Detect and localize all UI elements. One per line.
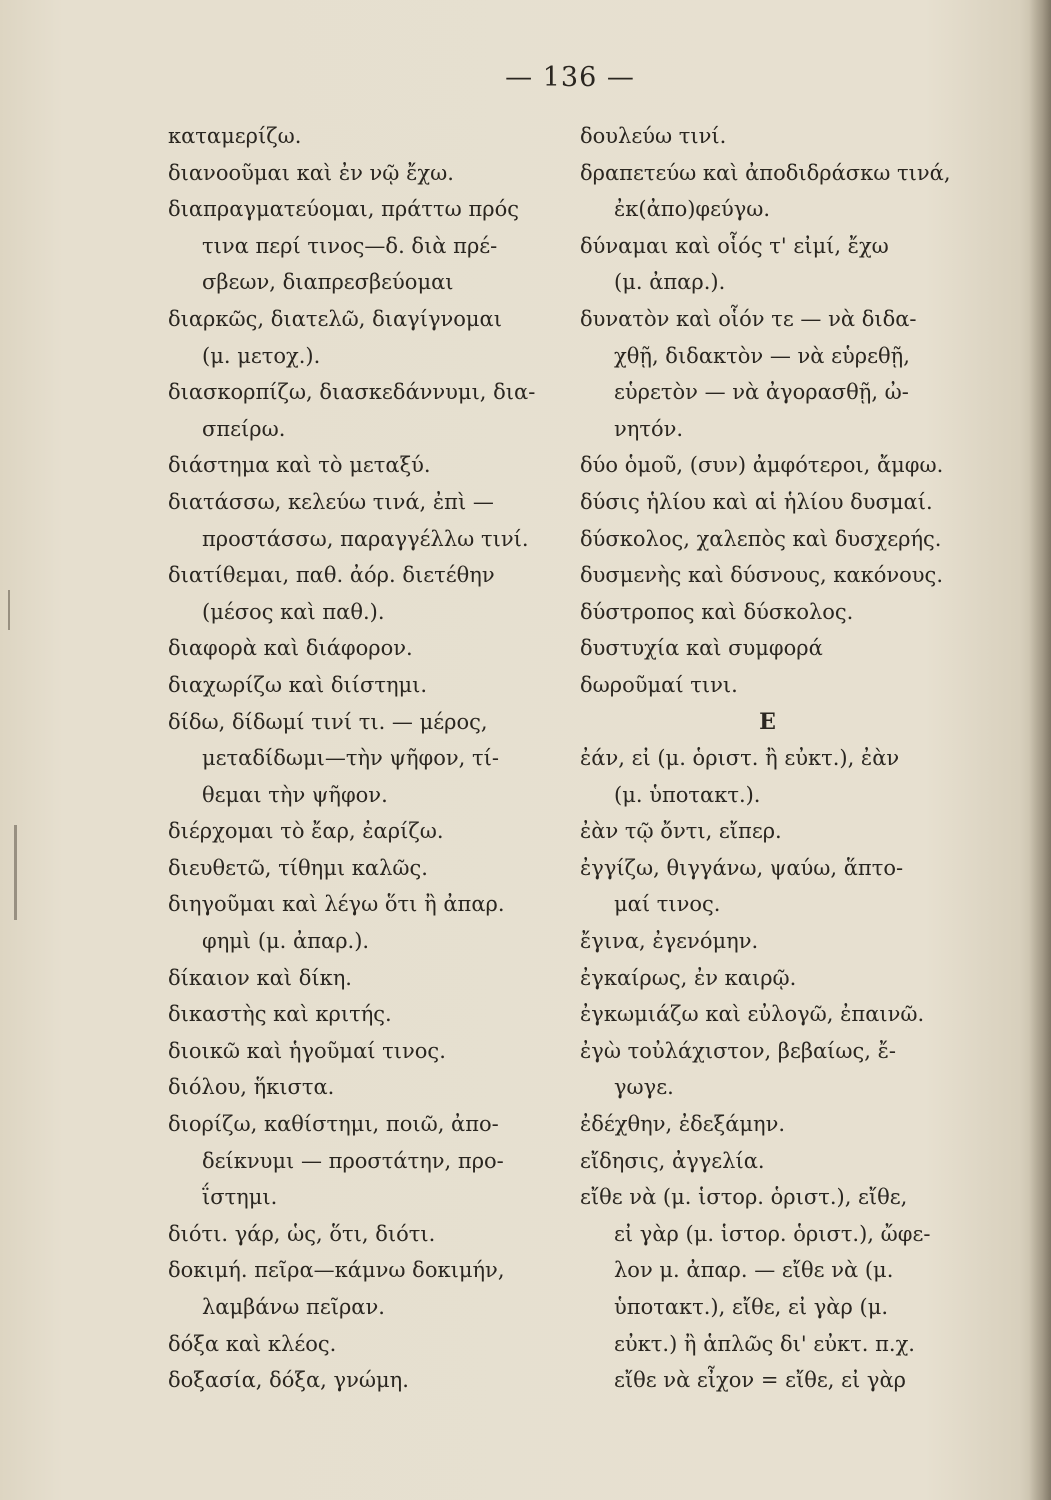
entry-continuation-line: εἴθε νὰ εἶχον = εἴθε, εἰ γὰρ xyxy=(614,1368,906,1393)
dictionary-entry-line: διηγοῦμαι καὶ λέγω ὅτι ἢ ἀπαρ. xyxy=(168,892,505,917)
dictionary-entry-line: δύσκολος, χαλεπὸς καὶ δυσχερής. xyxy=(580,526,942,551)
dictionary-entry-line: διότι. γάρ, ὡς, ὅτι, διότι. xyxy=(168,1221,436,1246)
entry-continuation-line: λαμβάνω πεῖραν. xyxy=(202,1295,385,1319)
entry-continuation-line: ἐκ(ἀπο)φεύγω. xyxy=(614,197,771,222)
dictionary-entry-line: διάστημα καὶ τὸ μεταξύ. xyxy=(168,453,431,478)
entry-continuation-line: ΐστημι. xyxy=(202,1185,278,1210)
dictionary-entry-line: διατάσσω, κελεύω τινά, ἐπὶ — xyxy=(168,489,494,514)
entry-continuation-line: μεταδίδωμι—τὴν ψῆφον, τί- xyxy=(202,746,499,771)
entry-continuation-line: χθῇ, διδακτὸν — νὰ εὑρεθῇ, xyxy=(614,343,910,368)
dictionary-entry-line: δύστροπος καὶ δύσκολος. xyxy=(580,599,854,624)
dictionary-entry-line: καταμερίζω. xyxy=(168,124,302,148)
entry-continuation-line: νητόν. xyxy=(614,416,684,441)
entry-continuation-line: σπείρω. xyxy=(202,416,286,441)
dictionary-entry-line: δύναμαι καὶ οἷός τ' εἰμί, ἔχω xyxy=(580,233,889,258)
entry-continuation-line: σβεων, διαπρεσβεύομαι xyxy=(202,270,454,295)
entry-continuation-line: εὑρετὸν — νὰ ἀγορασθῇ, ὠ- xyxy=(614,380,909,405)
dictionary-entry-line: διαφορὰ καὶ διάφορον. xyxy=(168,636,413,661)
entry-continuation-line: μαί τινος. xyxy=(614,892,721,917)
dictionary-entry-line: δουλεύω τινί. xyxy=(580,124,727,148)
dictionary-entry-line: διαχωρίζω καὶ διίστημι. xyxy=(168,672,428,697)
dictionary-entry-line: ἐὰν τῷ ὄντι, εἴπερ. xyxy=(580,819,782,844)
entry-continuation-line: λον μ. ἀπαρ. — εἴθε νὰ (μ. xyxy=(614,1258,894,1283)
dictionary-entry-line: διατίθεμαι, παθ. ἀόρ. διετέθην xyxy=(168,563,495,588)
dictionary-entry-line: ἐδέχθην, ἐδεξάμην. xyxy=(580,1112,786,1137)
dictionary-entry-line: διανοοῦμαι καὶ ἐν νῷ ἔχω. xyxy=(168,160,454,185)
margin-mark xyxy=(14,825,17,920)
dictionary-entry-line: ἐγκωμιάζω καὶ εὐλογῶ, ἐπαινῶ. xyxy=(580,1002,925,1027)
dictionary-entry-line: δυνατὸν καὶ οἷόν τε — νὰ διδα- xyxy=(580,306,917,331)
dictionary-entry-line: διόλου, ἥκιστα. xyxy=(168,1075,335,1100)
dictionary-entry-line: ἐγὼ τοὐλάχιστον, βεβαίως, ἔ- xyxy=(580,1038,896,1063)
page-binding-shadow xyxy=(1029,0,1051,1500)
dictionary-entry-line: ἐγγίζω, θιγγάνω, ψαύω, ἅπτο- xyxy=(580,855,904,880)
margin-mark xyxy=(8,590,10,630)
dictionary-entry-line: δωροῦμαί τινι. xyxy=(580,672,738,697)
left-column xyxy=(168,118,553,1399)
dictionary-entry-line: διαρκῶς, διατελῶ, διαγίγνομαι xyxy=(168,306,502,331)
dictionary-entry-line: διοικῶ καὶ ἡγοῦμαί τινος. xyxy=(168,1038,446,1063)
right-column xyxy=(580,118,975,1399)
entry-continuation-line: τινα περί τινος—δ. διὰ πρέ- xyxy=(202,233,498,258)
dictionary-entry-line: εἴθε νὰ (μ. ἱστορ. ὁριστ.), εἴθε, xyxy=(580,1185,908,1210)
dictionary-entry-line: δύσις ἡλίου καὶ αἱ ἡλίου δυσμαί. xyxy=(580,489,933,514)
dictionary-entry-line: δύο ὁμοῦ, (συν) ἀμφότεροι, ἄμφω. xyxy=(580,453,944,478)
section-letter-heading: E xyxy=(759,708,776,735)
dictionary-entry-line: ἔγινα, ἐγενόμην. xyxy=(580,929,759,954)
entry-continuation-line: φημὶ (μ. ἀπαρ.). xyxy=(202,929,370,954)
dictionary-entry-line: διέρχομαι τὸ ἔαρ, ἐαρίζω. xyxy=(168,819,444,844)
dictionary-entry-line: δικαστὴς καὶ κριτής. xyxy=(168,1002,392,1027)
entry-continuation-line: θεμαι τὴν ψῆφον. xyxy=(202,782,388,807)
dictionary-entry-line: δοκιμή. πεῖρα—κάμνω δοκιμήν, xyxy=(168,1258,505,1283)
dictionary-entry-line: ἐγκαίρως, ἐν καιρῷ. xyxy=(580,965,797,990)
dictionary-entry-line: διασκορπίζω, διασκεδάννυμι, δια- xyxy=(168,380,536,405)
page-number: — 136 — xyxy=(505,62,635,93)
dictionary-entry-line: δυσμενὴς καὶ δύσνους, κακόνους. xyxy=(580,563,943,588)
dictionary-entry-line: δυστυχία καὶ συμφορά xyxy=(580,636,823,661)
entry-continuation-line: (μ. μετοχ.). xyxy=(202,343,321,368)
entry-continuation-line: (μέσος καὶ παθ.). xyxy=(202,599,385,624)
dictionary-entry-line: ἐάν, εἰ (μ. ὁριστ. ἢ εὐκτ.), ἐὰν xyxy=(580,746,900,771)
entry-continuation-line: ὑποτακτ.), εἴθε, εἰ γὰρ (μ. xyxy=(614,1295,889,1319)
dictionary-entry-line: δόξα καὶ κλέος. xyxy=(168,1331,337,1356)
entry-continuation-line: προστάσσω, παραγγέλλω τινί. xyxy=(202,526,529,551)
entry-continuation-line: (μ. ὑποτακτ.). xyxy=(614,782,761,807)
dictionary-entry-line: διευθετῶ, τίθημι καλῶς. xyxy=(168,855,428,880)
dictionary-entry-line: δίκαιον καὶ δίκη. xyxy=(168,965,352,990)
dictionary-entry-line: εἴδησις, ἀγγελία. xyxy=(580,1148,765,1173)
dictionary-entry-line: διαπραγματεύομαι, πράττω πρός xyxy=(168,197,520,222)
entry-continuation-line: εἰ γὰρ (μ. ἱστορ. ὁριστ.), ὤφε- xyxy=(614,1221,931,1246)
dictionary-entry-line: διορίζω, καθίστημι, ποιῶ, ἀπο- xyxy=(168,1112,499,1137)
entry-continuation-line: εὐκτ.) ἢ ἁπλῶς δι' εὐκτ. π.χ. xyxy=(614,1331,915,1356)
dictionary-entry-line: δίδω, δίδωμί τινί τι. — μέρος, xyxy=(168,709,488,734)
dictionary-entry-line: δραπετεύω καὶ ἀποδιδράσκω τινά, xyxy=(580,160,951,185)
entry-continuation-line: (μ. ἀπαρ.). xyxy=(614,270,726,295)
entry-continuation-line: γωγε. xyxy=(614,1075,674,1100)
entry-continuation-line: δείκνυμι — προστάτην, προ- xyxy=(202,1148,504,1173)
dictionary-entry-line: δοξασία, δόξα, γνώμη. xyxy=(168,1368,409,1393)
